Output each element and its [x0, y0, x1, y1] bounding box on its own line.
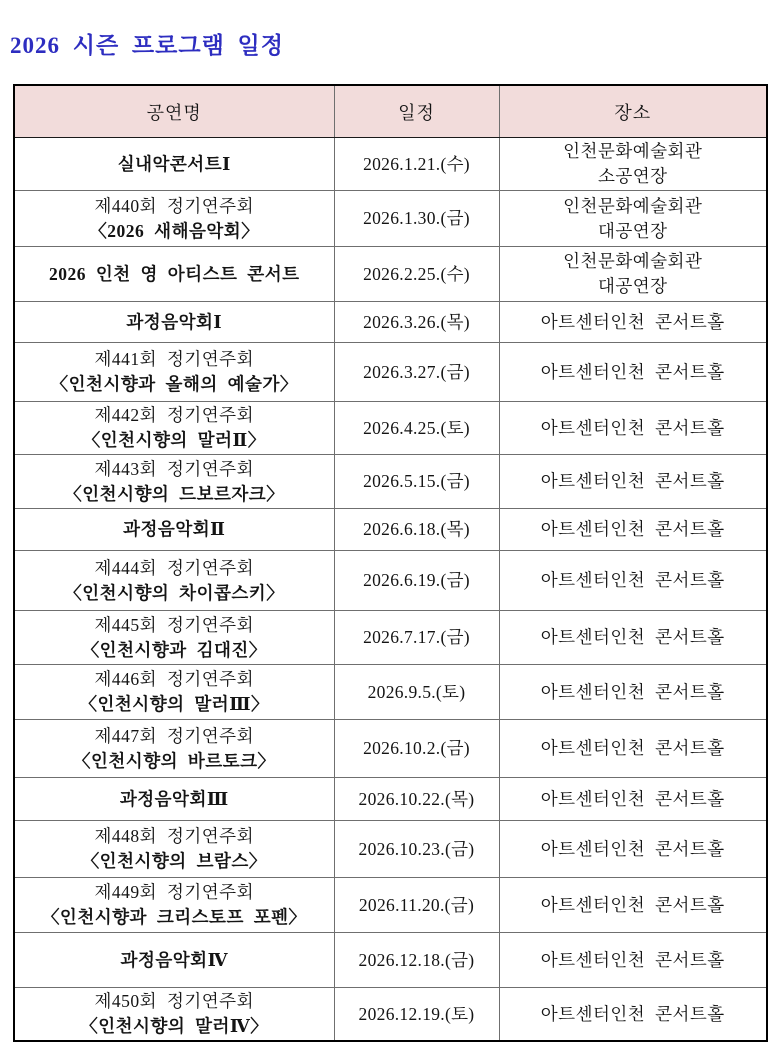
date-cell — [334, 878, 499, 933]
venue-cell — [499, 343, 767, 402]
performance-name-line: 〈인천시향의 말러Ⅲ〉 — [79, 694, 270, 714]
performance-name-line: 제450회 정기연주회 — [94, 991, 254, 1011]
venue-line: 아트센터인천 콘서트홀 — [540, 738, 725, 758]
performance-name-line: 제442회 정기연주회 — [94, 405, 254, 425]
venue-line: 아트센터인천 콘서트홀 — [540, 788, 725, 809]
date-text: 2026.1.21.(수) — [363, 153, 470, 174]
performance-name-cell — [14, 665, 334, 720]
performance-name-cell — [14, 778, 334, 821]
date-text: 2026.3.26.(목) — [363, 311, 470, 332]
date-cell — [334, 455, 499, 509]
performance-name-line: 제446회 정기연주회 — [94, 669, 254, 689]
date-text: 2026.5.15.(금) — [363, 471, 470, 491]
performance-name-line: 제444회 정기연주회 — [94, 557, 254, 578]
performance-name-line: 〈인천시향의 말러Ⅱ〉 — [82, 430, 266, 450]
performance-name-line: 〈인천시향과 크리스토프 포펜〉 — [41, 907, 307, 927]
date-text: 2026.10.2.(금) — [363, 738, 470, 758]
performance-name-cell — [14, 720, 334, 778]
table-row — [14, 988, 767, 1042]
table-row — [14, 191, 767, 247]
performance-name-line: 과정음악회Ⅲ — [119, 788, 229, 809]
venue-cell — [499, 933, 767, 988]
performance-name-cell — [14, 821, 334, 878]
table-row — [14, 247, 767, 302]
date-text: 2026.12.19.(토) — [358, 1003, 475, 1024]
venue-cell — [499, 611, 767, 665]
date-cell — [334, 611, 499, 665]
performance-name-cell — [14, 302, 334, 343]
performance-name-cell — [14, 509, 334, 551]
date-cell — [334, 302, 499, 343]
date-cell — [334, 509, 499, 551]
table-row — [14, 138, 767, 191]
venue-cell — [499, 402, 767, 455]
performance-name-line: 제448회 정기연주회 — [94, 826, 254, 846]
performance-name-line: 〈인천시향의 브람스〉 — [81, 851, 267, 871]
venue-line: 아트센터인천 콘서트홀 — [540, 681, 725, 702]
performance-name-line: 과정음악회Ⅰ — [126, 311, 223, 332]
venue-line: 대공연장 — [597, 276, 668, 296]
performance-name-line: 제440회 정기연주회 — [94, 195, 254, 216]
date-text: 2026.6.19.(금) — [363, 570, 470, 590]
venue-cell — [499, 191, 767, 247]
table-row — [14, 821, 767, 878]
venue-line: 아트센터인천 콘서트홀 — [540, 1003, 725, 1024]
performance-name-line: 〈인천시향과 김대진〉 — [81, 639, 267, 660]
performance-name-line: 〈인천시향의 드보르자크〉 — [64, 483, 285, 504]
venue-line: 아트센터인천 콘서트홀 — [540, 311, 725, 332]
table-row — [14, 665, 767, 720]
performance-name-cell — [14, 402, 334, 455]
performance-name-line: 〈2026 새해음악회〉 — [89, 220, 260, 241]
date-cell — [334, 720, 499, 778]
page-title: 2026 시즌 프로그램 일정 — [10, 33, 284, 58]
performance-name-line: 〈인천시향의 말러Ⅳ〉 — [80, 1016, 269, 1036]
performance-name-line: 제447회 정기연주회 — [94, 725, 254, 746]
date-cell — [334, 402, 499, 455]
venue-cell — [499, 509, 767, 551]
venue-cell — [499, 778, 767, 821]
performance-name-line: 〈인천시향과 올해의 예술가〉 — [50, 374, 298, 394]
date-cell — [334, 933, 499, 988]
performance-name-line: 〈인천시향의 바르토크〉 — [72, 750, 276, 771]
col-header-venue: 장소 — [499, 85, 767, 138]
performance-name-line: 제449회 정기연주회 — [94, 882, 254, 902]
venue-line: 아트센터인천 콘서트홀 — [540, 417, 725, 438]
date-text: 2026.10.23.(금) — [358, 838, 475, 859]
date-cell — [334, 778, 499, 821]
venue-line: 아트센터인천 콘서트홀 — [540, 361, 725, 382]
date-cell — [334, 988, 499, 1042]
date-text: 2026.12.18.(금) — [358, 949, 475, 970]
table-row — [14, 611, 767, 665]
venue-cell — [499, 821, 767, 878]
table-row — [14, 343, 767, 402]
date-text: 2026.11.20.(금) — [358, 894, 475, 915]
performance-name-cell — [14, 988, 334, 1042]
table-row — [14, 402, 767, 455]
venue-cell — [499, 138, 767, 191]
venue-line: 아트센터인천 콘서트홀 — [540, 627, 725, 647]
table-row — [14, 509, 767, 551]
venue-cell — [499, 988, 767, 1042]
venue-line: 아트센터인천 콘서트홀 — [540, 570, 725, 590]
performance-name-cell — [14, 611, 334, 665]
venue-cell — [499, 665, 767, 720]
table-row — [14, 933, 767, 988]
date-cell — [334, 821, 499, 878]
performance-name-cell — [14, 933, 334, 988]
venue-cell — [499, 302, 767, 343]
venue-cell — [499, 551, 767, 611]
venue-line: 아트센터인천 콘서트홀 — [540, 949, 725, 970]
table-row — [14, 778, 767, 821]
header-row — [14, 85, 767, 138]
performance-name-line: 2026 인천 영 아티스트 콘서트 — [48, 263, 300, 284]
schedule-table — [13, 84, 768, 1042]
performance-name-line: 〈인천시향의 차이콥스키〉 — [64, 582, 285, 603]
venue-line: 인천문화예술회관 — [563, 141, 703, 161]
performance-name-line: 제441회 정기연주회 — [94, 349, 254, 369]
venue-cell — [499, 455, 767, 509]
date-cell — [334, 665, 499, 720]
venue-line: 소공연장 — [597, 166, 668, 186]
venue-line: 대공연장 — [597, 220, 668, 241]
col-header-performance: 공연명 — [14, 85, 334, 138]
table-row — [14, 455, 767, 509]
venue-cell — [499, 247, 767, 302]
venue-line: 아트센터인천 콘서트홀 — [540, 894, 725, 915]
venue-line: 인천문화예술회관 — [563, 251, 703, 271]
table-row — [14, 878, 767, 933]
performance-name-cell — [14, 878, 334, 933]
date-text: 2026.9.5.(토) — [367, 681, 466, 702]
performance-name-cell — [14, 138, 334, 191]
performance-name-cell — [14, 343, 334, 402]
date-cell — [334, 138, 499, 191]
performance-name-line: 과정음악회Ⅱ — [123, 519, 226, 539]
date-text: 2026.10.22.(목) — [358, 788, 475, 809]
table-row — [14, 551, 767, 611]
performance-name-cell — [14, 191, 334, 247]
table-body — [14, 138, 767, 1042]
date-text: 2026.1.30.(금) — [363, 208, 470, 228]
performance-name-cell — [14, 247, 334, 302]
performance-name-line: 제443회 정기연주회 — [94, 458, 254, 479]
venue-cell — [499, 720, 767, 778]
performance-name-line: 제445회 정기연주회 — [94, 614, 254, 635]
date-text: 2026.3.27.(금) — [363, 361, 470, 382]
table-row — [14, 720, 767, 778]
col-header-date: 일정 — [334, 85, 499, 138]
venue-cell — [499, 878, 767, 933]
date-text: 2026.6.18.(목) — [363, 519, 470, 539]
date-cell — [334, 551, 499, 611]
date-text: 2026.2.25.(수) — [363, 263, 470, 284]
table-row — [14, 302, 767, 343]
date-cell — [334, 343, 499, 402]
performance-name-cell — [14, 551, 334, 611]
venue-line: 아트센터인천 콘서트홀 — [540, 838, 725, 859]
date-text: 2026.7.17.(금) — [363, 627, 470, 647]
venue-line: 아트센터인천 콘서트홀 — [540, 471, 725, 491]
venue-line: 아트센터인천 콘서트홀 — [540, 519, 725, 539]
date-cell — [334, 191, 499, 247]
date-cell — [334, 247, 499, 302]
performance-name-line: 실내악콘서트Ⅰ — [117, 153, 231, 174]
date-text: 2026.4.25.(토) — [363, 417, 470, 438]
performance-name-cell — [14, 455, 334, 509]
venue-line: 인천문화예술회관 — [563, 195, 703, 216]
performance-name-line: 과정음악회Ⅳ — [120, 949, 228, 970]
